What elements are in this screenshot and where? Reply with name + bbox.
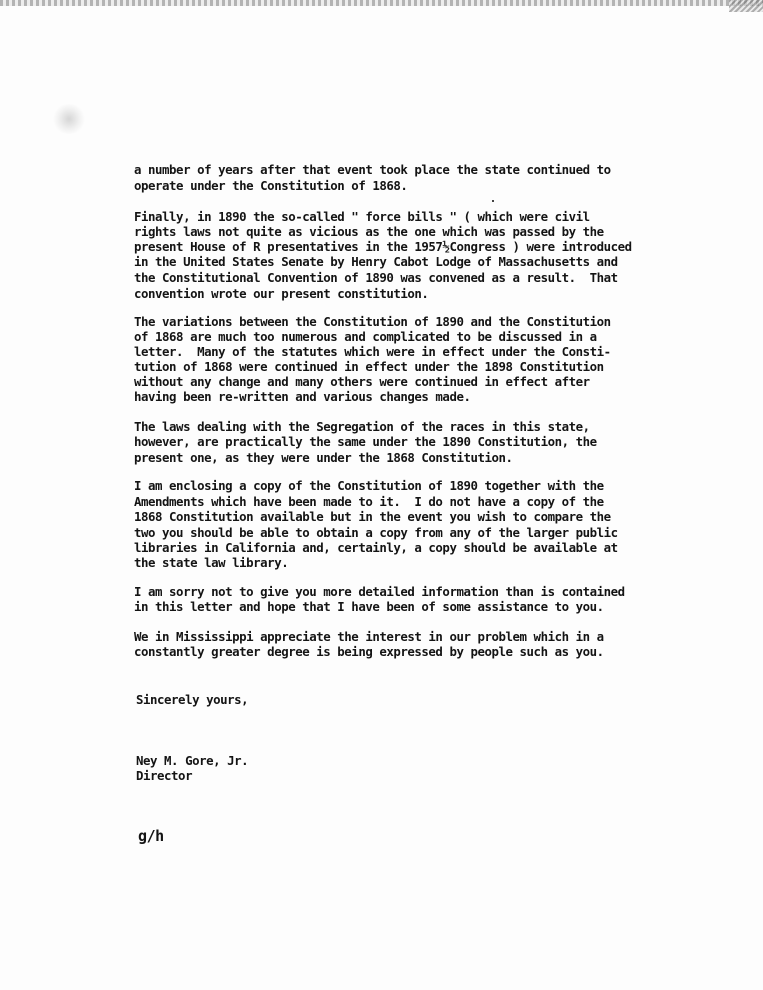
paragraph-5-line-1: I am enclosing a copy of the Constitution of 1890 together with the [134, 478, 604, 493]
signer-name: Ney M. Gore, Jr. [136, 753, 249, 768]
paragraph-5-line-2: Amendments which have been made to it. I do not have a copy of the [134, 494, 604, 509]
paragraph-3-line-1: The variations between the Constitution of 1890 and the Constitution [134, 314, 611, 329]
paragraph-4-line-1: The laws dealing with the Segregation of the races in this state, [134, 419, 590, 434]
paragraph-2-line-5: the Constitutional Convention of 1890 was convened as a result. That [134, 270, 618, 285]
paragraph-5-line-5: libraries in California and, certainly, a copy should be available at [134, 540, 618, 555]
paragraph-6-line-1: I am sorry not to give you more detailed information than is contained [134, 584, 625, 599]
paragraph-2-line-6: convention wrote our present constitution. [134, 286, 429, 301]
paragraph-1-line-1: a number of years after that event took place the state continued to [134, 162, 611, 177]
paragraph-5-line-6: the state law library. [134, 555, 289, 570]
paragraph-4-line-3: present one, as they were under the 1868 Constitution. [134, 450, 513, 465]
paragraph-3-line-4: tution of 1868 were continued in effect under the 1898 Constitution [134, 359, 604, 374]
paragraph-2-line-2: rights laws not quite as vicious as the one which was passed by the [134, 224, 604, 239]
paragraph-3-line-5: without any change and many others were continued in effect after [134, 374, 590, 389]
paragraph-7-line-1: We in Mississippi appreciate the interest in our problem which in a [134, 629, 604, 644]
paragraph-3-line-2: of 1868 are much too numerous and complicated to be discussed in a [134, 329, 597, 344]
paragraph-4-line-2: however, are practically the same under the 1890 Constitution, the [134, 434, 597, 449]
paragraph-3-line-6: having been re-written and various changes made. [134, 389, 471, 404]
paragraph-7-line-2: constantly greater degree is being expressed by people such as you. [134, 644, 604, 659]
closing: Sincerely yours, [136, 692, 249, 707]
signer-title: Director [136, 768, 193, 783]
paragraph-2-line-4: in the United States Senate by Henry Cabot Lodge of Massachusetts and [134, 254, 618, 269]
paragraph-3-line-3: letter. Many of the statutes which were in effect under the Consti- [134, 344, 611, 359]
paragraph-1-line-2: operate under the Constitution of 1868. [134, 178, 408, 193]
typist-initials: g/h [138, 827, 164, 845]
paragraph-2-line-3: present House of R presentatives in the 1957½Congress ) were introduced [134, 239, 632, 254]
paragraph-6-line-2: in this letter and hope that I have been of some assistance to you. [134, 599, 604, 614]
paragraph-2-line-1: Finally, in 1890 the so-called " force bills " ( which were civil [134, 209, 590, 224]
paragraph-5-line-3: 1868 Constitution available but in the event you wish to compare the [134, 509, 611, 524]
paragraph-5-line-4: two you should be able to obtain a copy from any of the larger public [134, 525, 618, 540]
